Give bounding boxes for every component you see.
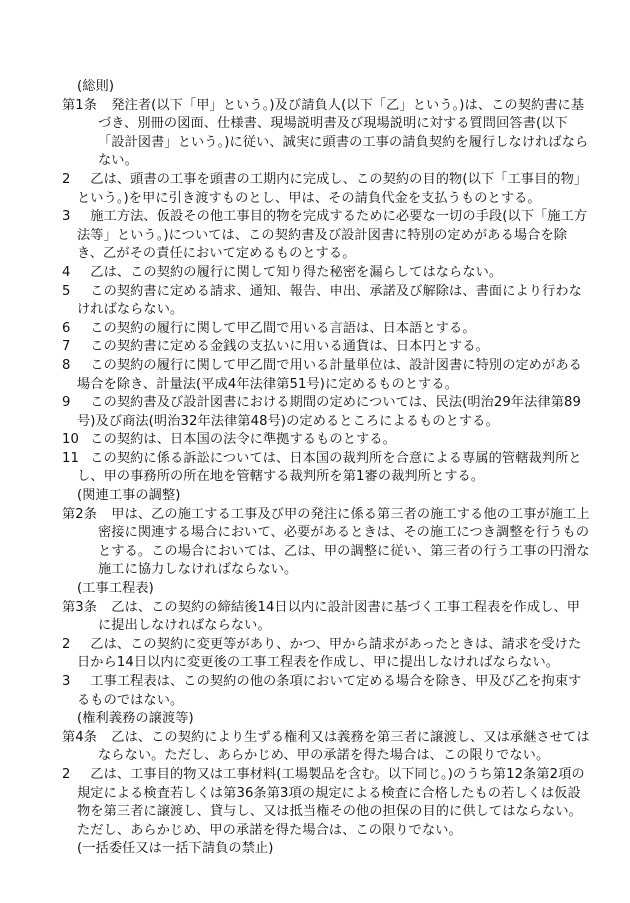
paragraph-text: 乙は、この契約に変更等があり、かつ、甲から請求があったときは、請求を受けた日から14日以内に変更後の工事工程表を作成し、甲に提出しなければならない。 <box>77 636 582 671</box>
paragraph <box>62 357 590 394</box>
article-number: 第2条 <box>62 506 98 522</box>
paragraph-number: 3 <box>62 209 71 225</box>
paragraph <box>62 208 590 264</box>
paragraph <box>62 394 590 431</box>
paragraph-number: 3 <box>62 674 71 689</box>
paragraph <box>62 450 590 487</box>
paragraph-text: 乙は、この契約の履行に関して知り得た秘密を漏らしてはならない。 <box>77 264 503 280</box>
paragraph-number: 4 <box>62 264 71 280</box>
paragraph <box>62 338 590 357</box>
article-number: 第4条 <box>62 729 98 745</box>
section-heading: (関連工事の調整) <box>77 488 181 504</box>
article-number: 第1条 <box>62 97 98 113</box>
paragraph <box>62 673 590 710</box>
paragraph-text: この契約の履行に関して甲乙間で用いる計量単位は、設計図書に特別の定めがある場合を除き、計量法(平成4年法律第51号)に定めるものとする。 <box>77 357 582 392</box>
contract-text <box>62 78 590 859</box>
paragraph-text: この契約書に定める金銭の支払いに用いる通貨は、日本円とする。 <box>77 339 489 355</box>
paragraph <box>62 766 590 840</box>
section-heading: (工事工程表) <box>77 581 154 597</box>
paragraph-number: 6 <box>62 320 71 336</box>
paragraph <box>62 636 590 673</box>
paragraph <box>62 171 590 208</box>
paragraph-number: 2 <box>62 171 71 187</box>
paragraph-text: 工事工程表は、この契約の他の条項において定める場合を除き、甲及び乙を拘束するものではない。 <box>77 674 582 708</box>
section-heading: (一括委任又は一括下請負の禁止) <box>77 841 274 857</box>
paragraph-text: 乙は、工事目的物又は工事材料(工場製品を含む。以下同じ。)のうち第12条第2項の規定による検査若しくは第36条第3項の規定による検査に合格したもの若しくは仮設物を第三者に譲渡し、貸与し、又は抵当権その他の担保の目的に供してはならない。ただし、あらかじめ、甲の承諾を得た場合は、この限りでない。 <box>77 766 585 838</box>
paragraph-text: この契約に係る訴訟については、日本国の裁判所を合意による専属的管轄裁判所とし、甲の事務所の所在地を管轄する裁判所を第1審の裁判所とする。 <box>77 450 582 485</box>
paragraph-text: この契約は、日本国の法令に準拠するものとする。 <box>77 432 396 448</box>
section-heading: (総則) <box>77 79 115 94</box>
article-text: 発注者(以下「甲」という。)及び請負人(以下「乙」という。)は、この契約書に基づき、別冊の図面、仕様書、現場説明書及び現場説明に対する質問回答書(以下「設計図書」という。)に従い、誠実に頭書の工事の請負契約を履行しなければならない。 <box>98 97 589 169</box>
paragraph <box>62 283 590 320</box>
paragraph-text: この契約書及び設計図書における期間の定めについては、民法(明治29年法律第89号)及び商法(明治32年法律第48号)の定めるところによるものとする。 <box>77 395 582 429</box>
paragraph-number: 8 <box>62 357 71 373</box>
paragraph <box>62 320 590 339</box>
article-text: 乙は、この契約により生ずる権利又は義務を第三者に譲渡し、又は承継させてはならない。ただし、あらかじめ、甲の承諾を得た場合は、この限りでない。 <box>98 729 590 764</box>
paragraph-number: 9 <box>62 395 71 411</box>
paragraph-number: 5 <box>62 283 71 299</box>
article-1 <box>62 97 590 171</box>
article-text: 甲は、乙の施工する工事及び甲の発注に係る第三者の施工する他の工事が施工上密接に関連する場合において、必要があるときは、その施工につき調整を行うものとする。この場合においては、乙は、甲の調整に従い、第三者の行う工事の円滑な施工に協力しなければならない。 <box>98 506 590 578</box>
article-number: 第3条 <box>62 599 98 615</box>
article-2 <box>62 506 590 580</box>
paragraph-number: 11 <box>62 450 79 466</box>
article-text: 乙は、この契約の締結後14日以内に設計図書に基づく工事工程表を作成し、甲に提出しなければならない。 <box>98 599 581 634</box>
section-heading: (権利義務の譲渡等) <box>77 711 194 727</box>
paragraph <box>62 431 590 450</box>
paragraph-text: 施工方法、仮設その他工事目的物を完成するために必要な一切の手段(以下「施工方法等」という。)については、この契約書及び設計図書に特別の定めがある場合を除き、乙がその責任において定めるものとする。 <box>77 209 588 262</box>
paragraph-number: 2 <box>62 636 71 652</box>
article-4 <box>62 729 590 766</box>
paragraph-number: 7 <box>62 339 71 355</box>
article-3 <box>62 599 590 636</box>
paragraph-text: この契約書に定める請求、通知、報告、申出、承諾及び解除は、書面により行わなければならない。 <box>77 283 582 318</box>
paragraph-number: 2 <box>62 766 71 782</box>
paragraph <box>62 264 590 283</box>
paragraph-text: この契約の履行に関して甲乙間で用いる言語は、日本語とする。 <box>77 320 476 336</box>
paragraph-number: 10 <box>62 432 79 448</box>
paragraph-text: 乙は、頭書の工事を頭書の工期内に完成し、この契約の目的物(以下「工事目的物」という。)を甲に引き渡すものとし、甲は、その請負代金を支払うものとする。 <box>77 171 588 206</box>
